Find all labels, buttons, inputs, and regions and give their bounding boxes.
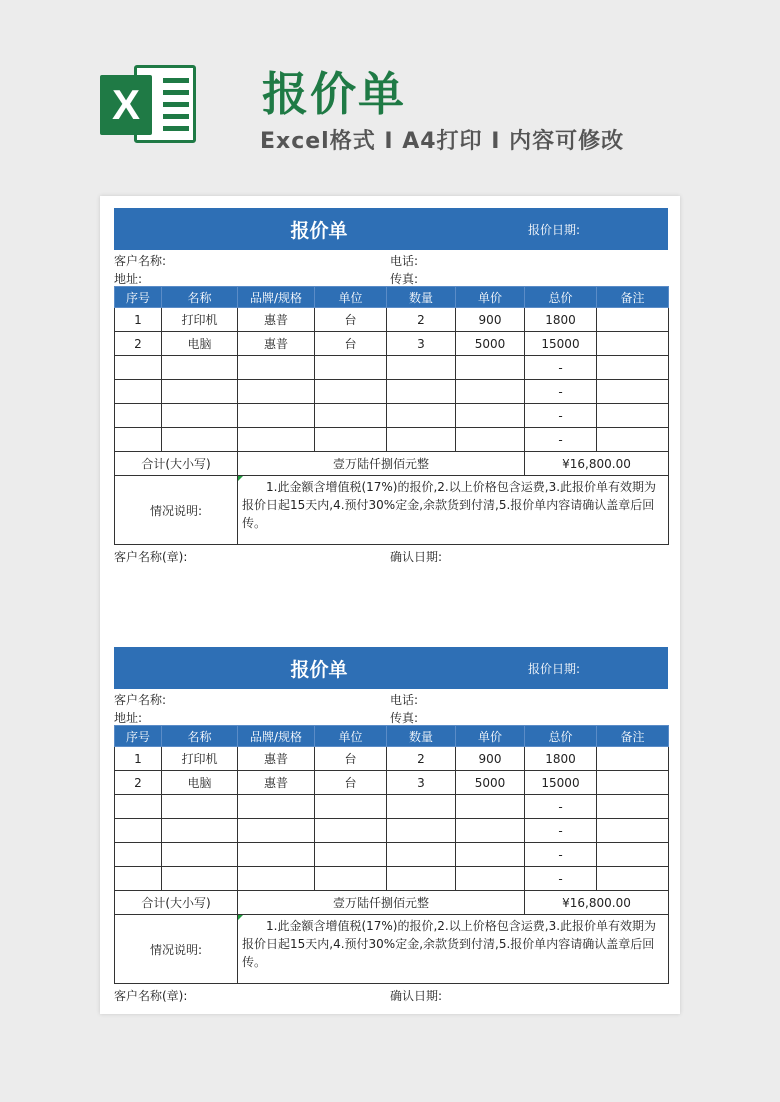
table-cell: 1800 [525, 308, 597, 332]
fax-label: 传真: [390, 711, 419, 725]
table-cell: 电脑 [162, 771, 238, 795]
total-row [115, 452, 669, 476]
table-cell: 1800 [525, 747, 597, 771]
table-cell: - [525, 428, 597, 452]
table-cell [597, 747, 669, 771]
table-cell [115, 404, 162, 428]
table-cell [162, 867, 238, 891]
table-cell [315, 795, 387, 819]
table-cell: - [525, 356, 597, 380]
table-row [115, 332, 669, 356]
table-cell [597, 404, 669, 428]
column-header: 数量 [387, 287, 456, 308]
table-cell [597, 795, 669, 819]
table-cell [162, 380, 238, 404]
document-preview [100, 196, 680, 1014]
column-header: 总价 [525, 726, 597, 747]
column-header: 单价 [456, 287, 525, 308]
table-cell [238, 380, 315, 404]
table-cell [162, 795, 238, 819]
column-header: 单位 [315, 287, 387, 308]
quote-table [114, 725, 669, 984]
table-cell [456, 428, 525, 452]
table-row [115, 747, 669, 771]
customer-seal-label: 客户名称(章): [114, 550, 188, 564]
table-cell: - [525, 404, 597, 428]
table-cell: 惠普 [238, 332, 315, 356]
table-cell [387, 356, 456, 380]
table-cell [597, 843, 669, 867]
column-header: 名称 [162, 287, 238, 308]
table-cell [387, 867, 456, 891]
column-header: 品牌/规格 [238, 726, 315, 747]
table-cell: 3 [387, 332, 456, 356]
table-row [115, 795, 669, 819]
column-header: 名称 [162, 726, 238, 747]
table-cell: 5000 [456, 771, 525, 795]
table-cell: 电脑 [162, 332, 238, 356]
table-cell: 惠普 [238, 771, 315, 795]
table-cell: 打印机 [162, 308, 238, 332]
total-upper: 壹万陆仟捌佰元整 [238, 891, 525, 915]
table-cell [238, 867, 315, 891]
customer-name-label: 客户名称: [114, 693, 167, 707]
customer-row [114, 250, 668, 268]
table-cell: 3 [387, 771, 456, 795]
comment-marker-icon [238, 476, 243, 481]
confirm-date-label: 确认日期: [390, 550, 443, 564]
table-cell: 2 [387, 747, 456, 771]
table-row [115, 356, 669, 380]
table-cell [162, 356, 238, 380]
column-header: 备注 [597, 726, 669, 747]
table-cell [162, 428, 238, 452]
table-cell: 台 [315, 332, 387, 356]
signature-row [114, 984, 668, 1004]
table-cell [315, 380, 387, 404]
fax-label: 传真: [390, 272, 419, 286]
total-label: 合计(大小写) [115, 452, 238, 476]
table-cell: - [525, 795, 597, 819]
table-cell [115, 428, 162, 452]
phone-label: 电话: [390, 254, 419, 268]
table-cell [162, 843, 238, 867]
table-row [115, 404, 669, 428]
table-cell [387, 404, 456, 428]
quotation-sheet-2 [114, 647, 668, 1004]
table-cell [115, 356, 162, 380]
signature-row [114, 545, 668, 565]
note-label: 情况说明: [115, 915, 238, 984]
table-cell [456, 380, 525, 404]
table-cell: 惠普 [238, 747, 315, 771]
column-header: 品牌/规格 [238, 287, 315, 308]
table-cell [115, 380, 162, 404]
table-cell: 惠普 [238, 308, 315, 332]
table-cell: - [525, 843, 597, 867]
table-cell [597, 380, 669, 404]
column-header: 单位 [315, 726, 387, 747]
table-cell [456, 795, 525, 819]
column-header: 数量 [387, 726, 456, 747]
table-row [115, 867, 669, 891]
table-cell: 5000 [456, 332, 525, 356]
hero-title: 报价单 [262, 67, 406, 121]
table-cell [597, 308, 669, 332]
note-text: 1.此金额含增值税(17%)的报价,2.以上价格包含运费,3.此报价单有效期为报价日起15天内,4.预付30%定金,余款货到付清,5.报价单内容请确认盖章后回传。 [242, 480, 657, 530]
table-cell: 2 [115, 771, 162, 795]
table-row [115, 380, 669, 404]
table-cell: 2 [387, 308, 456, 332]
table-cell [597, 771, 669, 795]
quote-title-bar [114, 208, 668, 250]
column-header: 总价 [525, 287, 597, 308]
address-row [114, 268, 668, 286]
table-cell [456, 404, 525, 428]
table-cell: 1 [115, 308, 162, 332]
table-cell [597, 867, 669, 891]
customer-row [114, 689, 668, 707]
quotation-sheet-1 [114, 208, 668, 565]
table-cell [387, 428, 456, 452]
table-cell [387, 819, 456, 843]
table-cell [115, 867, 162, 891]
table-cell [115, 843, 162, 867]
table-cell: 打印机 [162, 747, 238, 771]
customer-name-label: 客户名称: [114, 254, 167, 268]
table-cell [387, 380, 456, 404]
table-cell [315, 843, 387, 867]
phone-label: 电话: [390, 693, 419, 707]
table-cell [238, 795, 315, 819]
table-cell: 15000 [525, 332, 597, 356]
comment-marker-icon [238, 915, 243, 920]
confirm-date-label: 确认日期: [390, 989, 443, 1003]
hero-subtitle: Excel格式 I A4打印 I 内容可修改 [260, 129, 625, 154]
table-row [115, 819, 669, 843]
table-cell [315, 867, 387, 891]
table-cell [238, 843, 315, 867]
customer-seal-label: 客户名称(章): [114, 989, 188, 1003]
table-cell [162, 404, 238, 428]
table-cell: 台 [315, 771, 387, 795]
quote-title: 报价单 [290, 220, 348, 242]
table-cell [456, 356, 525, 380]
address-label: 地址: [114, 272, 143, 286]
note-row [115, 476, 669, 545]
table-cell [238, 404, 315, 428]
table-cell [115, 819, 162, 843]
note-text-cell [238, 915, 669, 984]
table-cell [597, 819, 669, 843]
table-cell [456, 819, 525, 843]
table-cell [315, 819, 387, 843]
table-cell [597, 332, 669, 356]
table-cell: 900 [456, 747, 525, 771]
table-cell [597, 356, 669, 380]
quote-title: 报价单 [290, 659, 348, 681]
table-row [115, 843, 669, 867]
column-header: 序号 [115, 287, 162, 308]
table-cell: 台 [315, 308, 387, 332]
table-header-row [115, 726, 669, 747]
table-cell: 900 [456, 308, 525, 332]
total-upper: 壹万陆仟捌佰元整 [238, 452, 525, 476]
table-header-row [115, 287, 669, 308]
table-cell: 2 [115, 332, 162, 356]
table-cell: - [525, 380, 597, 404]
table-cell [456, 867, 525, 891]
note-text: 1.此金额含增值税(17%)的报价,2.以上价格包含运费,3.此报价单有效期为报价日起15天内,4.预付30%定金,余款货到付清,5.报价单内容请确认盖章后回传。 [242, 919, 657, 969]
column-header: 单价 [456, 726, 525, 747]
table-cell [315, 356, 387, 380]
table-row [115, 771, 669, 795]
quote-table [114, 286, 669, 545]
table-cell [238, 356, 315, 380]
total-amount: ¥16,800.00 [525, 452, 669, 476]
address-row [114, 707, 668, 725]
table-cell: 15000 [525, 771, 597, 795]
note-row [115, 915, 669, 984]
quote-title-bar [114, 647, 668, 689]
table-cell [387, 795, 456, 819]
total-label: 合计(大小写) [115, 891, 238, 915]
total-amount: ¥16,800.00 [525, 891, 669, 915]
quote-date-label: 报价日期: [528, 662, 581, 676]
table-cell [597, 428, 669, 452]
excel-logo-icon [100, 57, 200, 147]
table-cell [162, 819, 238, 843]
column-header: 序号 [115, 726, 162, 747]
table-cell: 台 [315, 747, 387, 771]
note-label: 情况说明: [115, 476, 238, 545]
table-cell [456, 843, 525, 867]
table-cell [387, 843, 456, 867]
table-row [115, 308, 669, 332]
table-cell [315, 404, 387, 428]
table-cell: - [525, 819, 597, 843]
table-cell [238, 819, 315, 843]
table-cell [115, 795, 162, 819]
table-cell: - [525, 867, 597, 891]
table-cell [315, 428, 387, 452]
table-cell: 1 [115, 747, 162, 771]
address-label: 地址: [114, 711, 143, 725]
table-cell [238, 428, 315, 452]
column-header: 备注 [597, 287, 669, 308]
total-row [115, 891, 669, 915]
excel-x-badge: X [100, 75, 152, 135]
quote-date-label: 报价日期: [528, 223, 581, 237]
table-row [115, 428, 669, 452]
note-text-cell [238, 476, 669, 545]
